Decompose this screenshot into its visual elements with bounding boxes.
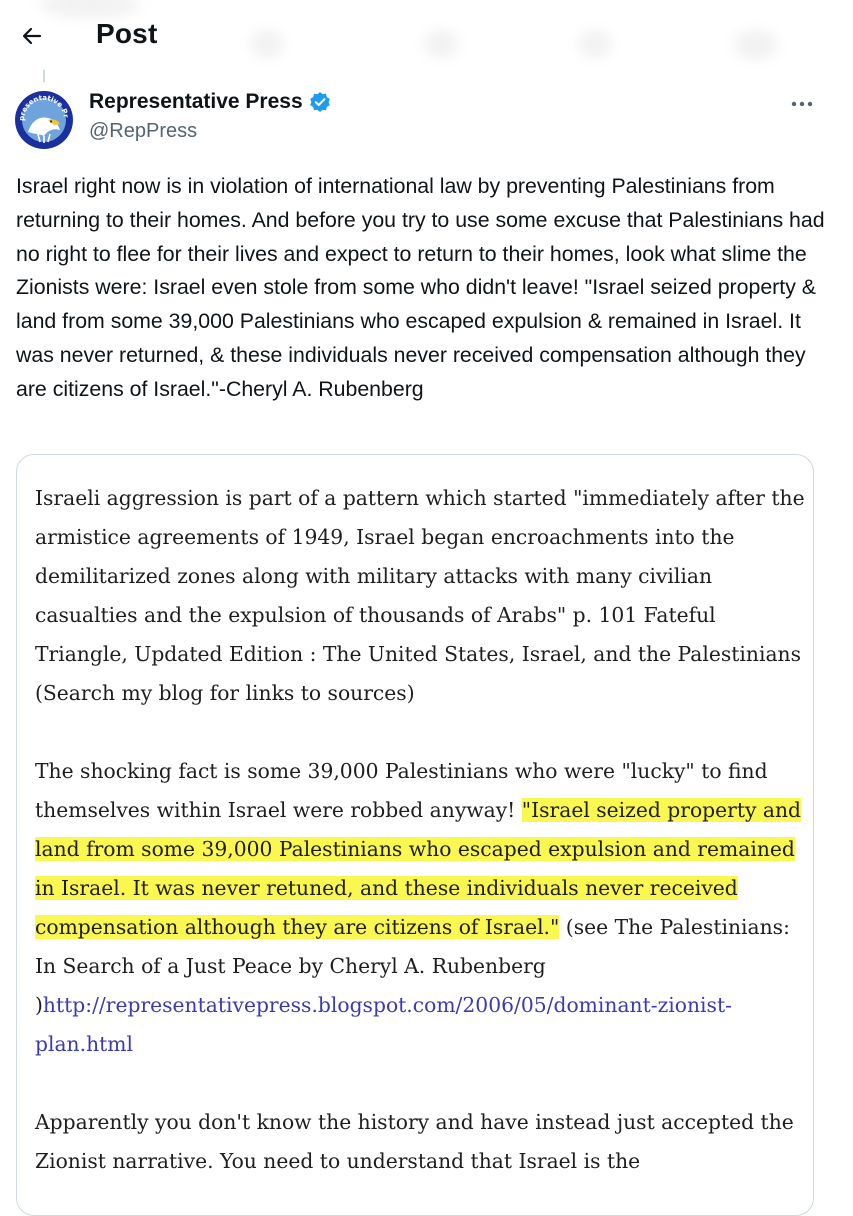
- card-text: (see The Palestinians: In Search of a Just Peace by Cheryl A. Rubenberg ): [35, 915, 790, 1017]
- embedded-image-card[interactable]: [16, 454, 814, 1216]
- top-bar: [0, 0, 853, 72]
- svg-text:Representative Press: presentative Pr: [17, 93, 70, 122]
- author-name-row: [89, 90, 331, 114]
- background-blur: [578, 30, 612, 58]
- card-text: The shocking fact is some 39,000 Palestinians who were "lucky" to find themselves within Israel were robbed anyway!: [35, 759, 768, 822]
- background-blur: [734, 30, 778, 60]
- card-paragraph-1: Israeli aggression is part of a pattern which started "immediately after the armistice agreements of 1949, Israel began encroachments into the demilitarized zones along with military attacks with many civilian casualties and the expulsion of thousands of Arabs" p. 101 Fateful Triangle, Updated Edition : The United States, Israel, and the Palestinians (Search my blog for links to sources): [35, 486, 805, 705]
- avatar[interactable]: [14, 90, 74, 150]
- card-paragraph-3: Apparently you don't know the history and have instead just accepted the Zionist narrative. You need to understand that Israel is the: [35, 1110, 794, 1173]
- back-button[interactable]: [14, 18, 50, 54]
- background-blur: [40, 0, 140, 18]
- page-title: Post: [96, 18, 158, 49]
- card-paragraph-2: [35, 752, 805, 1064]
- post-body-text: Israel right now is in violation of international law by preventing Palestinians from returning to their homes. And before you try to use some excuse that Palestinians had no right to flee for their lives and expect to return to their homes, look what slime the Zionists were: Israel even stole from some who didn't leave! "Israel seized property & land from some 39,000 Palestinians who escaped expulsion & remained in Israel. It was never returned, & these individuals never received compensation although they are citizens of Israel."-Cheryl A. Rubenberg: [16, 174, 825, 401]
- more-horizontal-icon: [790, 101, 814, 107]
- background-blur: [424, 30, 458, 58]
- highlighted-quote: "Israel seized property and land from some 39,000 Palestinians who escaped expulsion and remained in Israel. It was never retuned, and these individuals never received compensation although they are citizens of Israel.": [35, 798, 802, 939]
- blog-link[interactable]: http://representativepress.blogspot.com/2006/05/dominant-zionist-plan.html: [35, 993, 732, 1056]
- background-blur: [250, 30, 284, 58]
- thread-connector: [43, 70, 45, 82]
- arrow-left-icon: [20, 24, 44, 48]
- author-display-name[interactable]: Representative Press: [89, 90, 303, 113]
- author-block: [89, 90, 331, 143]
- card-content: [35, 479, 805, 1216]
- avatar-eagle-logo: [14, 90, 74, 150]
- more-options-button[interactable]: [788, 94, 816, 114]
- verified-badge-icon[interactable]: [309, 91, 331, 113]
- author-handle[interactable]: @RepPress: [89, 120, 198, 142]
